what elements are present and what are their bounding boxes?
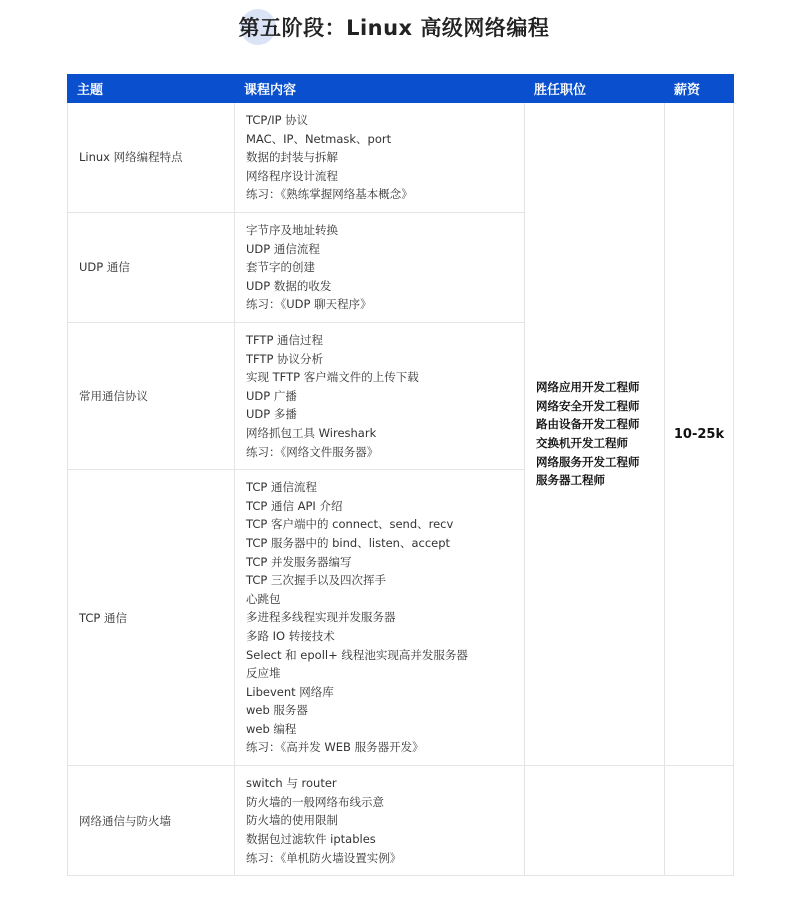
job-title: 网络安全开发工程师 [536, 398, 640, 413]
title-area [0, 0, 788, 60]
content-line: TCP 服务器中的 bind、listen、accept [246, 535, 451, 550]
curriculum-table [67, 74, 734, 876]
content-line: TFTP 通信过程 [246, 332, 324, 347]
table-row [68, 766, 734, 876]
content-line: 网络抓包工具 Wireshark [246, 425, 377, 440]
content-line: 实现 TFTP 客户端文件的上传下载 [246, 370, 419, 385]
content-line: switch 与 router [246, 776, 337, 791]
row-content [235, 470, 525, 766]
empty-salary-cell [665, 766, 734, 876]
content-line: 网络程序设计流程 [246, 168, 338, 183]
job-title: 网络应用开发工程师 [536, 380, 640, 395]
table-header-row [68, 75, 734, 103]
content-line: TCP 客户端中的 connect、send、recv [246, 517, 454, 532]
content-line: TCP 并发服务器编写 [246, 554, 352, 569]
content-line: 数据包过滤软件 iptables [246, 831, 376, 846]
content-line: 练习：《熟练掌握网络基本概念》 [246, 187, 413, 202]
content-line: Select 和 epoll+ 线程池实现高并发服务器 [246, 647, 468, 662]
content-line: MAC、IP、Netmask、port [246, 131, 392, 146]
content-line: TCP/IP 协议 [246, 113, 309, 127]
row-topic: Linux 网络编程特点 [68, 103, 235, 213]
content-line: 练习：《高并发 WEB 服务器开发》 [246, 740, 424, 755]
job-title: 服务器工程师 [536, 473, 605, 488]
jobs-cell [525, 103, 665, 766]
row-topic: 网络通信与防火墙 [68, 766, 235, 876]
row-topic: 常用通信协议 [68, 322, 235, 469]
job-title: 路由设备开发工程师 [536, 417, 640, 432]
salary-cell: 10-25k [665, 103, 734, 766]
content-line: UDP 广播 [246, 388, 297, 403]
content-line: TFTP 协议分析 [246, 351, 324, 366]
header-topic: 主题 [68, 75, 235, 103]
content-line: 练习：《网络文件服务器》 [246, 444, 379, 459]
content-line: 套节字的创建 [246, 260, 315, 275]
content-line: UDP 通信流程 [246, 241, 320, 256]
row-content [235, 103, 525, 213]
content-line: 防火墙的使用限制 [246, 813, 338, 828]
content-line: web 编程 [246, 721, 297, 736]
content-line: UDP 多播 [246, 407, 297, 422]
header-jobs: 胜任职位 [525, 75, 665, 103]
content-line: 练习：《UDP 聊天程序》 [246, 297, 372, 312]
row-content [235, 212, 525, 322]
empty-jobs-cell [525, 766, 665, 876]
row-topic: TCP 通信 [68, 470, 235, 766]
header-salary: 薪资 [665, 75, 734, 103]
row-content [235, 322, 525, 469]
content-line: 练习：《单机防火墙设置实例》 [246, 850, 402, 865]
table-row [68, 103, 734, 213]
content-line: Libevent 网络库 [246, 684, 334, 699]
row-content [235, 766, 525, 876]
row-topic: UDP 通信 [68, 212, 235, 322]
content-line: 多进程多线程实现并发服务器 [246, 610, 396, 625]
content-line: web 服务器 [246, 703, 308, 718]
content-line: 数据的封装与拆解 [246, 150, 338, 165]
content-line: 防火墙的一般网络布线示意 [246, 794, 384, 809]
content-line: TCP 通信流程 [246, 480, 317, 495]
content-line: TCP 通信 API 介绍 [246, 498, 343, 513]
content-line: 反应堆 [246, 666, 281, 681]
job-title: 交换机开发工程师 [536, 436, 628, 451]
content-line: TCP 三次握手以及四次挥手 [246, 573, 386, 588]
content-line: 心跳包 [246, 591, 281, 606]
page-title: 第五阶段：Linux 高级网络编程 [238, 16, 550, 40]
job-title: 网络服务开发工程师 [536, 454, 640, 469]
content-line: UDP 数据的收发 [246, 278, 332, 293]
content-line: 字节序及地址转换 [246, 222, 338, 237]
header-content: 课程内容 [235, 75, 525, 103]
content-line: 多路 IO 转接技术 [246, 628, 335, 643]
